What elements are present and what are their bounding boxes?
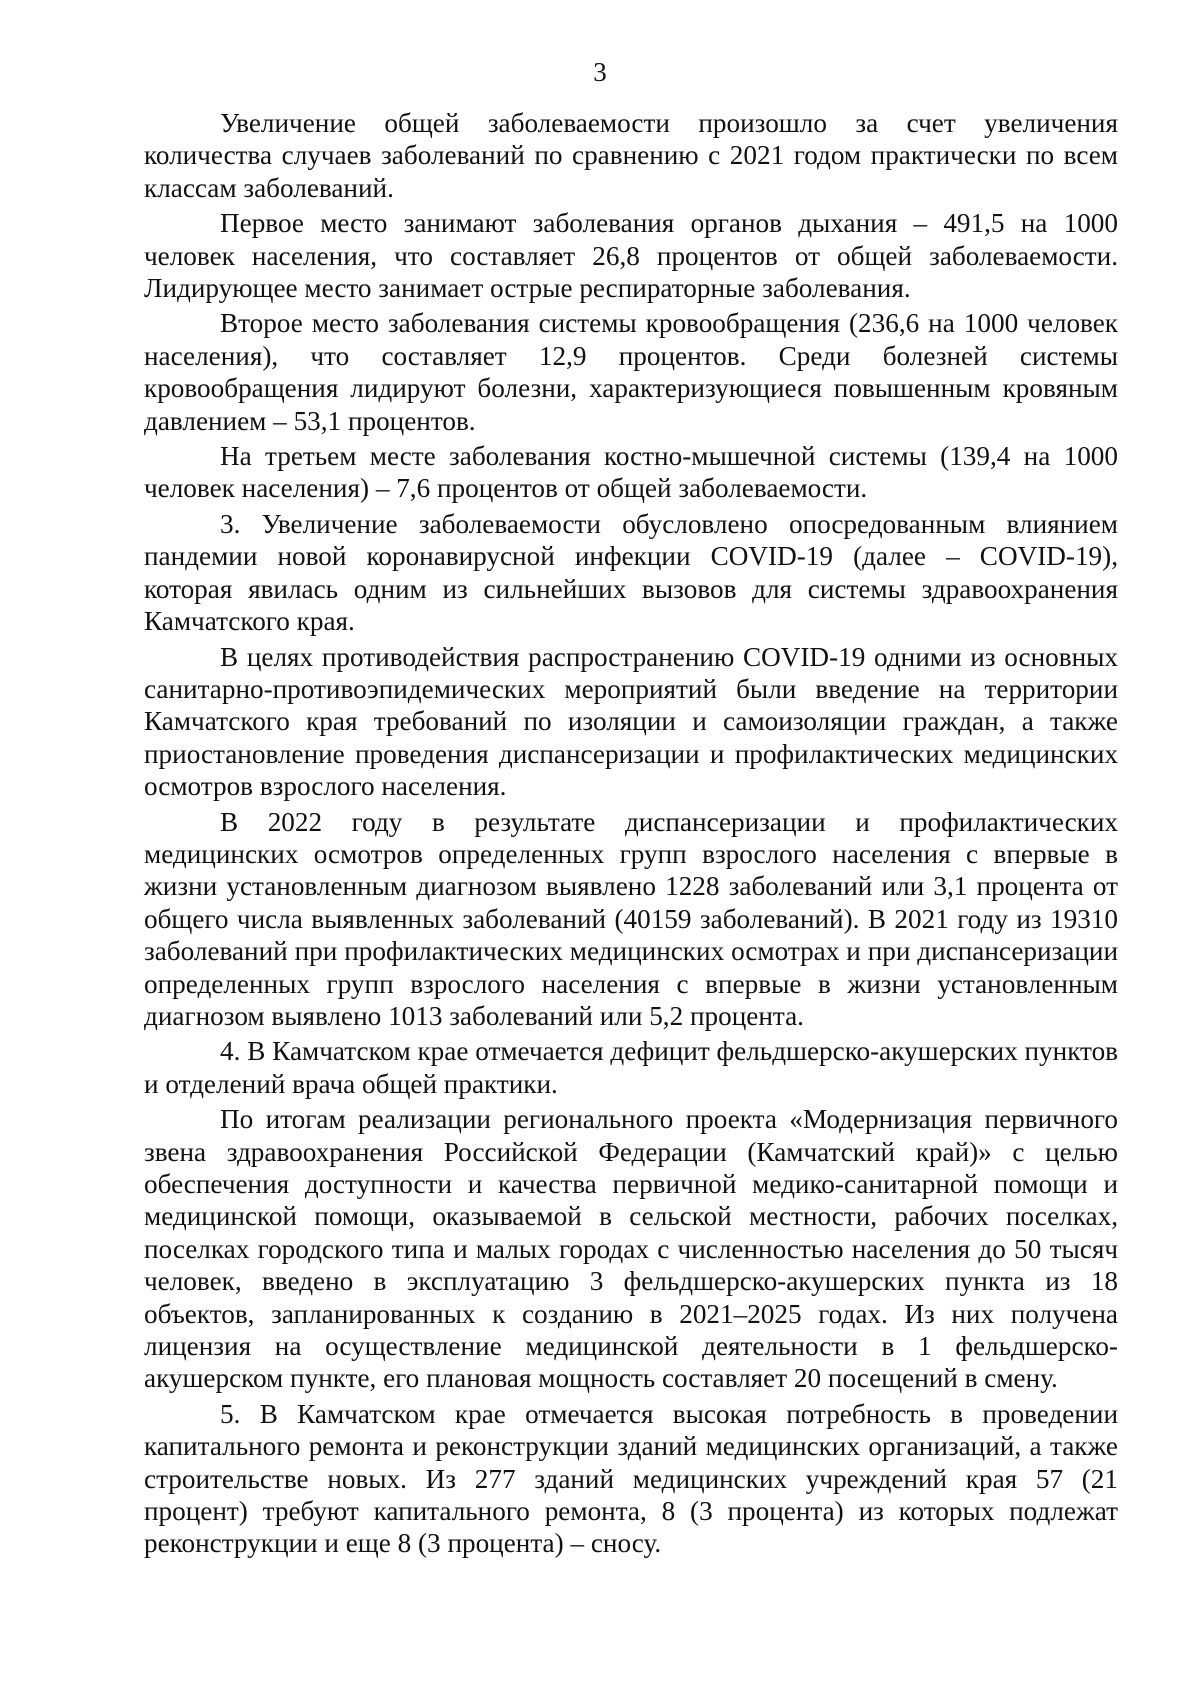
paragraph-fap-deficit: 4. В Камчатском крае отмечается дефицит фельдшерско-акушерских пунктов и отделений врача общей практики. bbox=[144, 1036, 1118, 1099]
paragraph-covid-impact: 3. Увеличение заболеваемости обусловлено опосредованным влиянием пандемии новой коронавирусной инфекции COVID-19 (далее – COVID-19), которая явилась одним из сильнейших вызовов для системы здравоохранения Камчатского края. bbox=[144, 508, 1118, 637]
document-body bbox=[144, 107, 1118, 1563]
paragraph-respiratory-diseases: Первое место занимают заболевания органов дыхания – 491,5 на 1000 человек населения, что составляет 26,8 процентов от общей заболеваемости. Лидирующее место занимает острые респираторные заболевания. bbox=[144, 208, 1118, 304]
paragraph-morbidity-increase: Увеличение общей заболеваемости произошло за счет увеличения количества случаев заболеваний по сравнению с 2021 годом практически по всем классам заболеваний. bbox=[144, 108, 1118, 203]
paragraph-circulatory-diseases: Второе место заболевания системы кровообращения (236,6 на 1000 человек населения), что составляет 12,9 процентов. Среди болезней системы кровообращения лидируют болезни, характеризующиеся повышенным кровяным давлением – 53,1 процентов. bbox=[144, 308, 1118, 436]
paragraph-modernization-project: По итогам реализации регионального проекта «Модернизация первичного звена здравоохранения Российской Федерации (Камчатский край)» с целью обеспечения доступности и качества первичной медико-санитарной помощи и медицинской помощи, оказываемой в сельской местности, рабочих поселках, поселках городского типа и малых городах с численностью населения до 50 тысяч человек, введено в эксплуатацию 3 фельдшерско-акушерских пункта из 18 объектов, запланированных к созданию в 2021–2025 годах. Из них получена лицензия на осуществление медицинской деятельности в 1 фельдшерско-акушерском пункте, его плановая мощность составляет 20 посещений в смену. bbox=[144, 1104, 1118, 1394]
paragraph-screening-results: В 2022 году в результате диспансеризации и профилактических медицинских осмотров определенных групп взрослого населения с впервые в жизни установленным диагнозом выявлено 1228 заболеваний или 3,1 процента от общего числа выявленных заболеваний (40159 заболеваний). В 2021 году из 19310 заболеваний при профилактических медицинских осмотрах и при диспансеризации определенных групп взрослого населения с впервые в жизни установленным диагнозом выявлено 1013 заболеваний или 5,2 процента. bbox=[144, 806, 1118, 1031]
page-number: 3 bbox=[593, 57, 607, 87]
paragraph-building-repair: 5. В Камчатском крае отмечается высокая потребность в проведении капитального ремонта и реконструкции зданий медицинских организаций, а также строительстве новых. Из 277 зданий медицинских учреждений края 57 (21 процент) требуют капитального ремонта, 8 (3 процента) из которых подлежат реконструкции и еще 8 (3 процента) – сносу. bbox=[144, 1398, 1118, 1559]
paragraph-musculoskeletal-diseases: На третьем месте заболевания костно-мышечной системы (139,4 на 1000 человек населения) – 7,6 процентов от общей заболеваемости. bbox=[144, 441, 1118, 504]
paragraph-covid-measures: В целях противодействия распространению COVID-19 одними из основных санитарно-противоэпидемических мероприятий были введение на территории Камчатского края требований по изоляции и самоизоляции граждан, а также приостановление проведения диспансеризации и профилактических медицинских осмотров взрослого населения. bbox=[144, 641, 1118, 802]
